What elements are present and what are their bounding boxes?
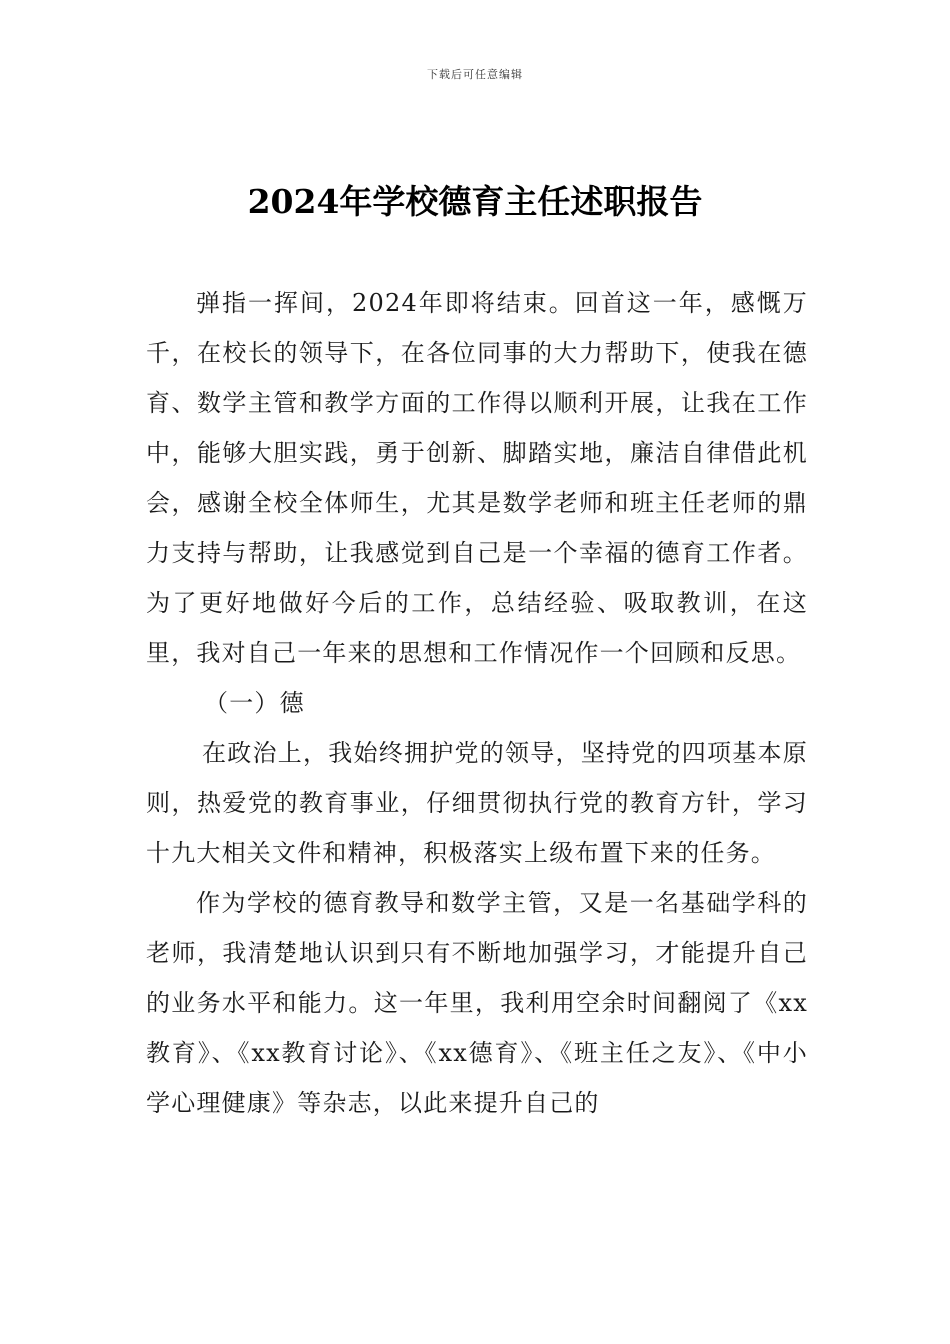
paragraph-intro: 弹指一挥间，2024年即将结束。回首这一年，感慨万千，在校长的领导下，在各位同事的大力帮助下，使我在德育、数学主管和教学方面的工作得以顺利开展，让我在工作中，能够大胆实践，勇于创新、脚踏实地，廉洁自律借此机会，感谢全校全体师生，尤其是数学老师和班主任老师的鼎力支持与帮助，让我感觉到自己是一个幸福的德育工作者。为了更好地做好今后的工作，总结经验、吸取教训，在这里，我对自己一年来的思想和工作情况作一个回顾和反思。	[146, 289, 808, 667]
paragraph-politics: 在政治上，我始终拥护党的领导，坚持党的四项基本原则，热爱党的教育事业，仔细贯彻执行党的教育方针，学习十九大相关文件和精神，积极落实上级布置下来的任务。	[146, 739, 808, 867]
document-title: 2024年学校德育主任述职报告	[247, 182, 703, 221]
section-heading-de: （一）德	[204, 689, 305, 717]
header-note: 下载后可任意编辑	[427, 68, 523, 81]
document-body	[146, 278, 808, 1128]
paragraph-study: 作为学校的德育教导和数学主管，又是一名基础学科的老师，我清楚地认识到只有不断地加强学习，才能提升自己的业务水平和能力。这一年里，我利用空余时间翻阅了《xx教育》、《xx教育讨论》、《xx德育》、《班主任之友》、《中小学心理健康》等杂志，以此来提升自己的	[146, 889, 808, 1117]
